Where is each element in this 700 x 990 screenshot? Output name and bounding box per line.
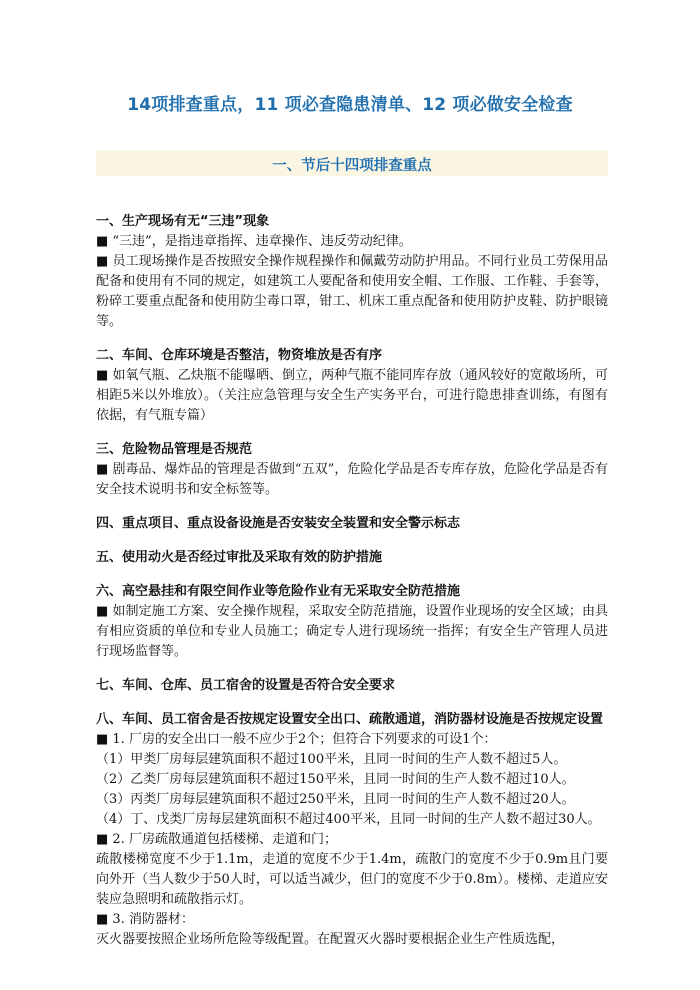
document-body [96, 212, 608, 950]
section-heading: 二、车间、仓库环境是否整洁，物资堆放是否有序 [96, 348, 383, 363]
section-paragraph: （2）乙类厂房每层建筑面积不超过150平米，且同一时间的生产人数不超过10人。 [96, 772, 575, 787]
section-heading: 四、重点项目、重点设备设施是否安装安全装置和安全警示标志 [96, 516, 461, 531]
section-paragraph: （1）甲类厂房每层建筑面积不超过100平米，且同一时间的生产人数不超过5人。 [96, 752, 567, 767]
document-title: 14项排查重点，11 项必查隐患清单、12 项必做安全检查 [127, 95, 573, 115]
section-paragraph: ■ 1. 厂房的安全出口一般不应少于2个；但符合下列要求的可设1个： [96, 732, 497, 747]
section-paragraph: 灭火器要按照企业场所危险等级配置。在配置灭火器时要根据企业生产性质选配， [96, 932, 565, 947]
section-heading: 八、车间、员工宿舍是否按规定设置安全出口、疏散通道，消防器材设施是否按规定设置 [96, 712, 604, 727]
checklist-section [96, 710, 608, 950]
checklist-section [96, 440, 608, 500]
section-paragraph: （3）丙类厂房每层建筑面积不超过250平米，且同一时间的生产人数不超过20人。 [96, 792, 575, 807]
checklist-section [96, 548, 608, 568]
section-heading: 一、生产现场有无“三违”现象 [96, 214, 270, 229]
section-heading: 六、高空悬挂和有限空间作业等危险作业有无采取安全防范措施 [96, 584, 461, 599]
section-paragraph: ■ 2. 厂房疏散通道包括楼梯、走道和门； [96, 832, 337, 847]
section-paragraph: ■ 如制定施工方案、安全操作规程，采取安全防范措施，设置作业现场的安全区域；由具有相应资质的单位和专业人员施工；确定专人进行现场统一指挥；有安全生产管理人员进行现场监督等。 [96, 604, 608, 659]
section-heading: 七、车间、仓库、员工宿舍的设置是否符合安全要求 [96, 678, 396, 693]
section-paragraph: ■ 员工现场操作是否按照安全操作规程操作和佩戴劳动防护用品。不同行业员工劳保用品配备和使用有不同的规定，如建筑工人要配备和使用安全帽、工作服、工作鞋、手套等，粉碎工要重点配备和使用防尘毒口罩，钳工、机床工重点配备和使用防护皮鞋、防护眼镜等。 [96, 254, 608, 329]
checklist-section [96, 514, 608, 534]
section-paragraph: ■ 3. 消防器材： [96, 912, 194, 927]
checklist-section [96, 212, 608, 332]
section-banner-title: 一、节后十四项排查重点 [272, 158, 432, 174]
checklist-section [96, 346, 608, 426]
section-paragraph: 疏散楼梯宽度不少于1.1m，走道的宽度不少于1.4m，疏散门的宽度不少于0.9m且门要向外开（当人数少于50人时，可以适当减少，但门的宽度不少于0.8m）。楼梯、走道应安装应急照明和疏散指示灯。 [96, 852, 608, 907]
section-paragraph: ■ 剧毒品、爆炸品的管理是否做到“五双”，危险化学品是否专库存放，危险化学品是否有安全技术说明书和安全标签等。 [96, 462, 608, 497]
section-heading: 五、使用动火是否经过审批及采取有效的防护措施 [96, 550, 383, 565]
checklist-section [96, 676, 608, 696]
section-banner [96, 150, 608, 176]
section-paragraph: ■ 如氧气瓶、乙炔瓶不能曝晒、倒立，两种气瓶不能同库存放（通风较好的宽敞场所，可相距5米以外堆放）。（关注应急管理与安全生产实务平台，可进行隐患排查训练，有图有依据，有气瓶专篇） [96, 368, 608, 423]
section-heading: 三、危险物品管理是否规范 [96, 442, 253, 457]
section-paragraph: ■ “三违”，是指违章指挥、违章操作、违反劳动纪律。 [96, 234, 412, 249]
checklist-section [96, 582, 608, 662]
section-paragraph: （4）丁、戊类厂房每层建筑面积不超过400平米，且同一时间的生产人数不超过30人。 [96, 812, 601, 827]
